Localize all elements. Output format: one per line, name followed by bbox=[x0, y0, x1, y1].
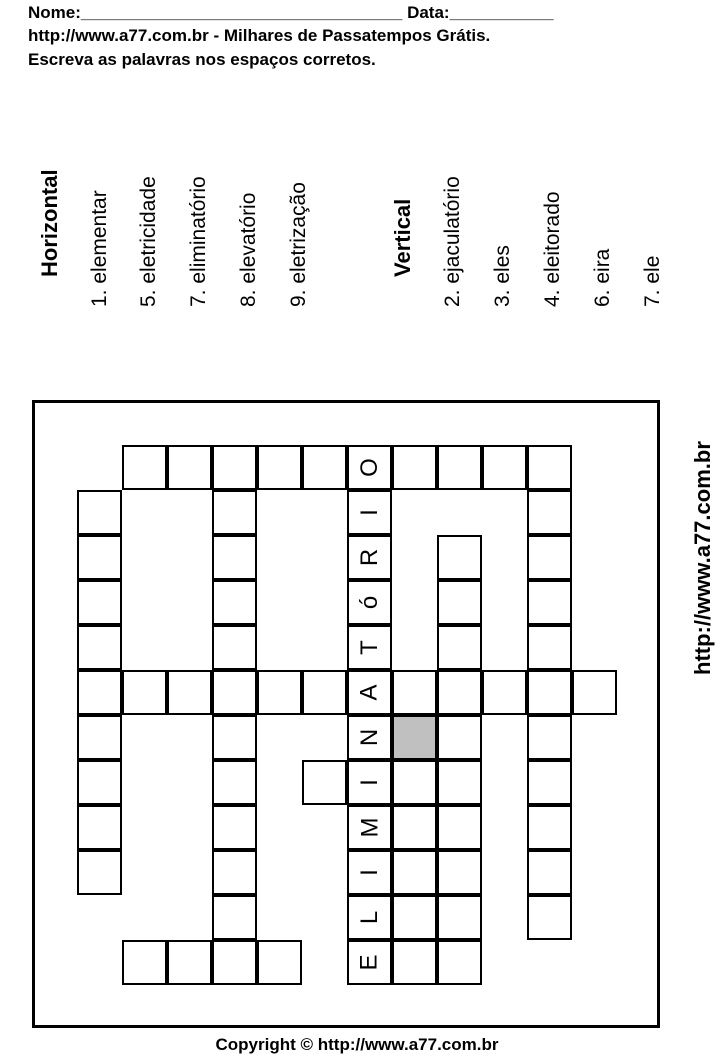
cell-letter: O bbox=[355, 458, 383, 477]
cell-letter: I bbox=[355, 869, 383, 876]
vertical-clue: 7. ele bbox=[641, 255, 664, 307]
crossword-cell[interactable] bbox=[167, 445, 212, 490]
vertical-clue: 4. eleitorado bbox=[541, 191, 564, 307]
crossword-cell[interactable] bbox=[77, 625, 122, 670]
crossword-cell[interactable] bbox=[257, 940, 302, 985]
crossword-cell[interactable] bbox=[302, 670, 347, 715]
crossword-cell[interactable] bbox=[482, 670, 527, 715]
crossword-cell[interactable] bbox=[212, 535, 257, 580]
cell-letter: I bbox=[355, 509, 383, 516]
crossword-cell[interactable] bbox=[77, 535, 122, 580]
crossword-cell[interactable] bbox=[347, 850, 392, 895]
crossword-cell[interactable] bbox=[122, 445, 167, 490]
crossword-cell[interactable] bbox=[437, 580, 482, 625]
instruction-line: Escreva as palavras nos espaços corretos. bbox=[28, 50, 376, 69]
crossword-cell[interactable] bbox=[347, 760, 392, 805]
crossword-cell[interactable] bbox=[212, 445, 257, 490]
crossword-cell[interactable] bbox=[77, 670, 122, 715]
cell-letter: ó bbox=[355, 595, 383, 610]
horizontal-clue: 7. eliminatório bbox=[187, 176, 210, 307]
crossword-cell[interactable] bbox=[347, 895, 392, 940]
crossword-cell[interactable] bbox=[77, 805, 122, 850]
crossword-cell[interactable] bbox=[347, 940, 392, 985]
vertical-title: Vertical bbox=[390, 198, 415, 277]
cell-letter: A bbox=[355, 684, 383, 701]
crossword-cell[interactable] bbox=[347, 580, 392, 625]
crossword-cell[interactable] bbox=[347, 445, 392, 490]
crossword-cell[interactable] bbox=[167, 670, 212, 715]
crossword-cell[interactable] bbox=[392, 805, 437, 850]
copyright: Copyright © http://www.a77.com.br bbox=[215, 1035, 499, 1054]
crossword-cell[interactable] bbox=[212, 895, 257, 940]
crossword-cell[interactable] bbox=[122, 940, 167, 985]
crossword-cell[interactable] bbox=[212, 580, 257, 625]
crossword-cell[interactable] bbox=[122, 670, 167, 715]
crossword-cell[interactable] bbox=[77, 850, 122, 895]
crossword-cell[interactable] bbox=[527, 445, 572, 490]
vertical-clue: 6. eira bbox=[591, 248, 614, 307]
crossword-cell[interactable] bbox=[392, 670, 437, 715]
crossword-cell[interactable] bbox=[347, 535, 392, 580]
crossword-cell[interactable] bbox=[77, 580, 122, 625]
side-url: http://www.a77.com.br bbox=[690, 441, 715, 675]
crossword-cell[interactable] bbox=[257, 670, 302, 715]
crossword-cell[interactable] bbox=[212, 940, 257, 985]
cell-letter: N bbox=[356, 728, 383, 747]
horizontal-clue: 5. eletricidade bbox=[137, 176, 160, 307]
crossword-cell[interactable] bbox=[77, 490, 122, 535]
vertical-clue: 3. eles bbox=[491, 245, 514, 307]
cell-letter: R bbox=[356, 548, 383, 567]
crossword-cell[interactable] bbox=[212, 805, 257, 850]
crossword-cell[interactable] bbox=[212, 490, 257, 535]
crossword-cell[interactable] bbox=[212, 670, 257, 715]
crossword-cell[interactable] bbox=[437, 760, 482, 805]
cell-letter: I bbox=[355, 779, 383, 786]
crossword-cell[interactable] bbox=[77, 715, 122, 760]
crossword-cell[interactable] bbox=[437, 445, 482, 490]
crossword-cell[interactable] bbox=[392, 760, 437, 805]
cell-letter: T bbox=[355, 640, 383, 655]
crossword-cell[interactable] bbox=[347, 715, 392, 760]
crossword-cell[interactable] bbox=[527, 760, 572, 805]
crossword-cell[interactable] bbox=[437, 940, 482, 985]
crossword-cell[interactable] bbox=[527, 895, 572, 940]
crossword-cell[interactable] bbox=[437, 670, 482, 715]
crossword-cell[interactable] bbox=[302, 445, 347, 490]
crossword-cell[interactable] bbox=[527, 715, 572, 760]
crossword-cell[interactable] bbox=[527, 805, 572, 850]
crossword-cell[interactable] bbox=[392, 445, 437, 490]
crossword-cell[interactable] bbox=[77, 760, 122, 805]
crossword-cell[interactable] bbox=[347, 490, 392, 535]
crossword-cell[interactable] bbox=[392, 895, 437, 940]
crossword-cell[interactable] bbox=[437, 715, 482, 760]
crossword-cell[interactable] bbox=[392, 940, 437, 985]
crossword-cell[interactable] bbox=[572, 670, 617, 715]
name-date-line: Nome:__________________________________ Data:___________ bbox=[28, 3, 554, 22]
crossword-cell[interactable] bbox=[437, 625, 482, 670]
crossword-cell[interactable] bbox=[212, 760, 257, 805]
crossword-cell[interactable] bbox=[257, 445, 302, 490]
crossword-cell[interactable] bbox=[527, 535, 572, 580]
crossword-cell[interactable] bbox=[212, 625, 257, 670]
crossword-cell[interactable] bbox=[437, 850, 482, 895]
cell-letter: E bbox=[355, 954, 383, 971]
crossword-cell[interactable] bbox=[167, 940, 212, 985]
crossword-cell[interactable] bbox=[527, 490, 572, 535]
crossword-cell[interactable] bbox=[347, 670, 392, 715]
crossword-cell[interactable] bbox=[527, 580, 572, 625]
crossword-cell[interactable] bbox=[527, 850, 572, 895]
crossword-cell[interactable] bbox=[212, 715, 257, 760]
crossword-cell[interactable] bbox=[347, 625, 392, 670]
crossword-cell[interactable] bbox=[347, 805, 392, 850]
crossword-cell[interactable] bbox=[527, 625, 572, 670]
shaded-cell bbox=[392, 715, 437, 760]
horizontal-clue: 1. elementar bbox=[88, 190, 111, 307]
crossword-cell[interactable] bbox=[302, 760, 347, 805]
crossword-cell[interactable] bbox=[212, 850, 257, 895]
site-line: http://www.a77.com.br - Milhares de Passatempos Grátis. bbox=[28, 26, 491, 45]
crossword-cell[interactable] bbox=[437, 895, 482, 940]
horizontal-title: Horizontal bbox=[37, 169, 62, 277]
crossword-cell[interactable] bbox=[437, 805, 482, 850]
cell-letter: L bbox=[355, 910, 383, 925]
horizontal-clue: 9. eletrização bbox=[287, 182, 310, 307]
cell-letter: M bbox=[356, 817, 383, 838]
crossword-cell[interactable] bbox=[437, 535, 482, 580]
horizontal-clue: 8. elevatório bbox=[237, 192, 260, 307]
vertical-clue: 2. ejaculatório bbox=[441, 176, 464, 307]
crossword-cell[interactable] bbox=[482, 445, 527, 490]
crossword-cell[interactable] bbox=[527, 670, 572, 715]
crossword-cell[interactable] bbox=[392, 850, 437, 895]
